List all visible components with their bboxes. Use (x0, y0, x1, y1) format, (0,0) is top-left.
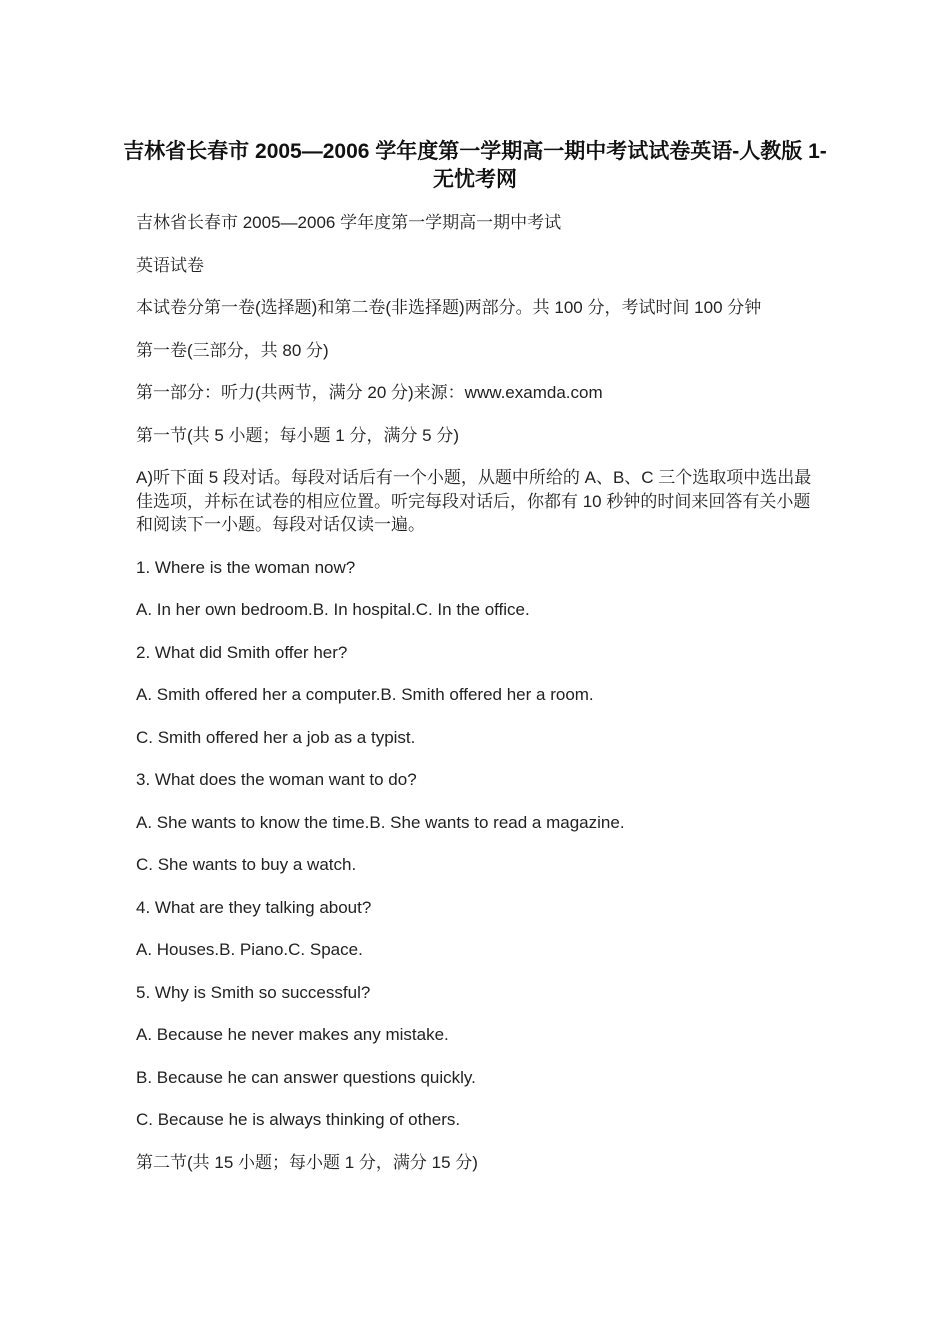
question-3-option-c: C. She wants to buy a watch. (136, 855, 357, 874)
question-5: 5. Why is Smith so successful? (136, 982, 371, 1002)
question-2: 2. What did Smith offer her? (136, 642, 348, 662)
question-1: 1. Where is the woman now? (136, 557, 356, 577)
question-5-option-b: B. Because he can answer questions quickly. (136, 1067, 476, 1087)
document-title: 吉林省长春市 2005—2006 学年度第一学期高一期中考试试卷英语-人教版 1-无忧考网 (123, 140, 827, 191)
question-4: 4. What are they talking about? (136, 897, 372, 917)
paragraph-exam-header: 吉林省长春市 2005—2006 学年度第一学期高一期中考试 (136, 213, 562, 232)
document-body (136, 211, 826, 1193)
paragraph-section-two: 第二节(共 15 小题；每小题 1 分，满分 15 分) (136, 1152, 478, 1172)
question-5-option-c: C. Because he is always thinking of others. (136, 1110, 461, 1129)
question-5-option-a: A. Because he never makes any mistake. (136, 1025, 449, 1044)
question-2-options-ab: A. Smith offered her a computer.B. Smith offered her a room. (136, 685, 594, 704)
paragraph-instructions: 本试卷分第一卷(选择题)和第二卷(非选择题)两部分。共 100 分，考试时间 100 分钟 (136, 298, 762, 317)
question-3: 3. What does the woman want to do? (136, 770, 417, 789)
question-1-options: A. In her own bedroom.B. In hospital.C. In the office. (136, 600, 530, 619)
paragraph-listening-directions: A)听下面 5 段对话。每段对话后有一个小题，从题中所给的 A、B、C 三个选取项中选出最佳选项，并标在试卷的相应位置。听完每段对话后，你都有 10 秒钟的时间来回答有关小题和阅读下一小题。每段对话仅读一遍。 (136, 468, 812, 534)
paragraph-subject: 英语试卷 (136, 255, 204, 275)
paragraph-part-one: 第一部分：听力(共两节，满分 20 分)来源：www.examda.com (136, 383, 603, 402)
question-3-options-ab: A. She wants to know the time.B. She wants to read a magazine. (136, 812, 625, 832)
paragraph-section-one: 第一节(共 5 小题；每小题 1 分，满分 5 分) (136, 425, 460, 445)
question-2-option-c: C. Smith offered her a job as a typist. (136, 727, 416, 747)
paragraph-volume-one: 第一卷(三部分，共 80 分) (136, 340, 329, 360)
question-4-options: A. Houses.B. Piano.C. Space. (136, 940, 363, 959)
